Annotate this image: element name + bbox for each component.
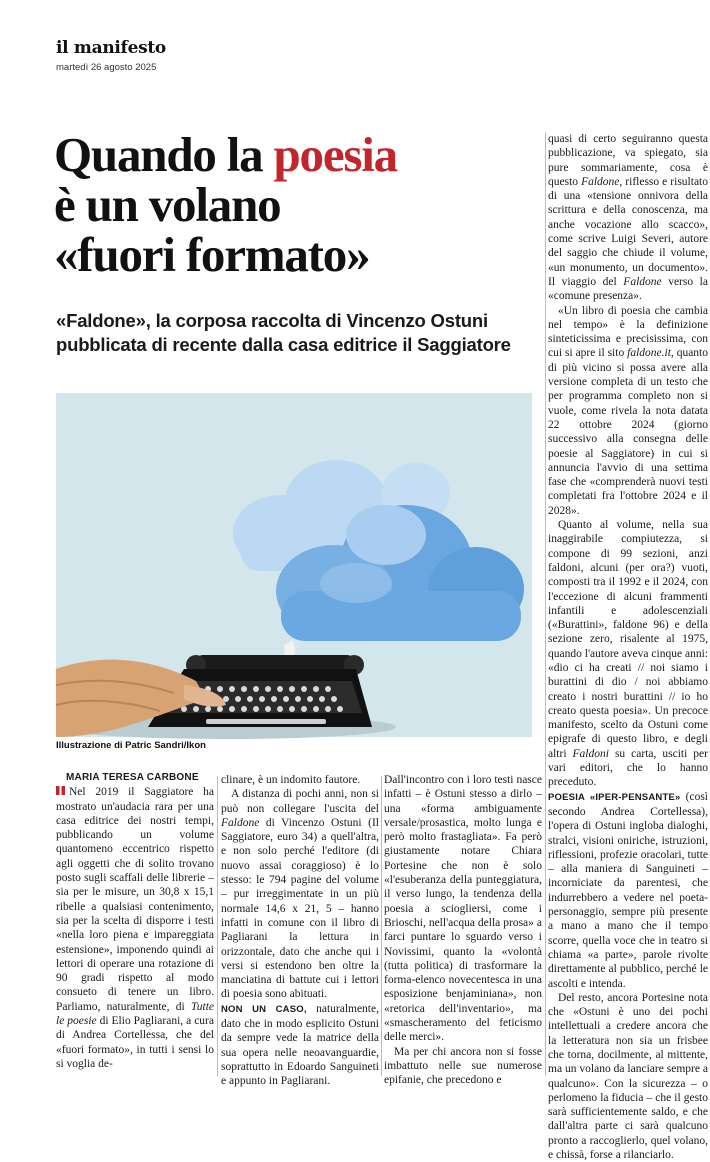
subheadline — [56, 309, 536, 357]
article-column-2 — [221, 773, 379, 1089]
byline: MARIA TERESA CARBONE — [66, 772, 199, 783]
newspaper-logo[interactable]: il manifesto — [56, 38, 166, 58]
paragraph-text: , riflesso e risultato di una «tensione onnivora della scrittura e della conoscenza, ma anche vocazione allo scacco», come scrive Luigi Severi, autore del saggio che chiude il volume, «un monumento, un documento». Il viaggio del — [548, 175, 708, 288]
paragraph — [548, 132, 708, 304]
subhead-line2: pubblicata di recente dalla casa editrice il Saggiatore — [56, 334, 511, 355]
article-illustration — [56, 393, 532, 737]
paragraph — [221, 787, 379, 1001]
paragraph-text: , quanto di più vicino si possa avere alla versione completa di un testo che per programma completo non si vuole, come rivela la nota datata 22 ottobre 2024 (giorno successivo alla consegna delle poesie al Saggiatore) in cui si annuncia l'avvio di una settima fase che «comprenderà nuovi testi completati fra l'ottobre 2024 e il 2028». — [548, 347, 708, 517]
illustration-caption: Illustrazione di Patric Sandri/Ikon — [56, 740, 206, 751]
paragraph-kicker: NON UN CASO, — [221, 1003, 307, 1015]
paragraph — [56, 785, 214, 1071]
typewriter-cloud-illustration — [56, 393, 532, 737]
headline-part3: «fuori formato» — [54, 227, 370, 282]
section-marker-icon — [56, 786, 65, 795]
paragraph — [548, 518, 708, 790]
headline — [54, 127, 534, 282]
subhead-line1: «Faldone», la corposa raccolta di Vincenzo Ostuni — [56, 310, 488, 331]
paragraph-text: (così secondo Andrea Cortellessa), l'opera di Ostuni ingloba dialoghi, stralci, visioni oniriche, istruzioni, riflessioni, profezie oracolari, tutte – alla maniera di Sanguineti – incorniciate da parentesi, che indurrebbero a vedere nel poeta-personaggio, sempre più presente a mano a mano che il tempo scorre, quella voce che in teatro si chiama «a parte», parole rivolte direttamente al pubblico, perché le ascolti e intenda. — [548, 790, 708, 990]
book-title: Tutte le poesie — [56, 1000, 214, 1028]
paragraph-text: quasi di certo seguiranno questa pubblicazione, va spiegato, sia pure sommariamente, cosa è questo — [548, 133, 708, 188]
issue-date: martedì 26 agosto 2025 — [56, 62, 157, 73]
paragraph-kicker: POESIA «IPER-PENSANTE» — [548, 791, 681, 803]
paragraph: Dall'incontro con i loro testi nasce infatti – è Ostuni stesso a dirlo – una «forma ambiguamente versale/prosastica, molto lunga e però molto frastagliata». Fa però giustamente notare Chiara Portesine che non è solo «l'esuberanza della punteggiatura, il verso lungo, la tendenza della poesia a sciogliersi, come i Brioschi, nell'acqua della prosa» a farci puntare lo sguardo verso i Novissimi, quanto la «volontà (tutta politica) di trasformare la forma-elenco novecentesca in una esposizione benjaminiana», non «retorica dell'inventario», ma «smascheramento del feticismo delle merci». — [384, 774, 542, 1044]
column-divider — [545, 132, 546, 1076]
paragraph-text: A distanza di pochi anni, non si può non collegare l'uscita del — [221, 788, 379, 815]
article-column-4 — [548, 132, 708, 1162]
paragraph: Del resto, ancora Portesine nota che «Ostuni è uno dei pochi intellettuali a credere ancora che la letteratura non sia un frisbee che torna, docilmente, al mittente, ma un volano da lanciare sempre a qualcuno». Con la sicurezza – o perlomeno la fiducia – che il gesto sarà sufficientemente saldo, e che dall'altra parte ci sarà qualcuno pronto a raccoglierlo, quel volano, e chissà, forse a rilanciarlo. — [548, 991, 708, 1162]
paragraph-text: Quanto al volume, nella sua inaggirabile compiutezza, si compone di 99 sezioni, anzi faldoni, alcuni (per ora?) vuoti, composti tra il 1992 e il 2024, con l'eccezione di alcuni frammenti infantili e adolescenziali («Burattini», faldone 96) e della sezione zero, risalente al 1975, quando l'autore aveva cinque anni: «dio ci ha creati // noi siamo i burattini di dio / noi abbiamo creato i nostri burattini // io ho creato questa poesia». Un precoce manifesto, scelto da Ostuni come epigrafe di questo libro, e degli altri — [548, 519, 708, 760]
book-title: Faldone — [581, 175, 620, 188]
masthead-block — [56, 38, 166, 73]
column-divider — [381, 776, 382, 1076]
paragraph-text: naturalmente, dato che in modo esplicito Ostuni da sempre vede la matrice della sua opera nelle neoavanguardie, soprattutto in Edoardo Sanguineti e appunto in Pagliarani. — [221, 1002, 379, 1088]
paragraph — [548, 304, 708, 518]
paragraph: Ma per chi ancora non si fosse imbattuto nelle sue numerose epifanie, che precedono e — [384, 1045, 542, 1087]
book-title: Faldoni — [572, 747, 609, 760]
headline-part2: è un volano — [54, 177, 281, 232]
website-link[interactable]: faldone.it — [627, 347, 671, 360]
column-divider — [217, 776, 218, 1076]
paragraph-text: verso la «comune presenza». — [548, 275, 708, 303]
paragraph-text: «Un libro di poesia che cambia nel tempo» è la definizione sinteticissima e precisissima, con cui si apre il sito — [548, 304, 708, 360]
paragraph — [548, 790, 708, 991]
paragraph-text: di Vincenzo Ostuni (Il Saggiatore, euro 34) a quell'altra, e non solo perché l'editore (di nuovo assai coraggioso) è lo stesso: le 794 pagine del volume – pur irreggimentate in un più normale 14,6 x 21, 5 – hanno infatti in comune con il libro di Pagliarani la lettura in orizzontale, dato che anche qui i versi si estendono ben oltre la manciatina di battute cui i lettori di poesia sono abituati. — [221, 816, 379, 1001]
paragraph-text: su carta, usciti per vari editori, che lo hanno preceduto. — [548, 747, 708, 789]
book-title: Faldone — [221, 816, 260, 829]
headline-accent-word: poesia — [273, 127, 397, 182]
paragraph: clinare, è un indomito fautore. — [221, 774, 361, 786]
paragraph — [221, 1002, 379, 1089]
paragraph-text: Nel 2019 il Saggiatore ha mostrato un'audacia rara per una casa editrice dei nostri tempi, pubblicando un volume quantomeno eccentrico rispetto agli oggetti che di solito trovano posto sugli scaffali delle librerie – sia per le misure, un 30,8 x 15,1 ribelle a qualsiasi contenimento, sia per la scelta di disporre i testi «nella loro piena e impareggiata estensione», imponendo quindi ai lettori di operare una rotazione di 90 gradi rispetto al modo consueto di tenere un libro. Parliamo, naturalmente, di — [56, 786, 214, 1013]
paragraph-text: di Elio Pagliarani, a cura di Andrea Cortellessa, che del «fuori formato», in tutti i sensi lo si voglia de- — [56, 1015, 214, 1070]
article-column-3 — [384, 773, 542, 1088]
article-column-1 — [56, 771, 214, 1071]
book-title: Faldone — [623, 275, 662, 288]
headline-part1: Quando la — [54, 127, 274, 182]
